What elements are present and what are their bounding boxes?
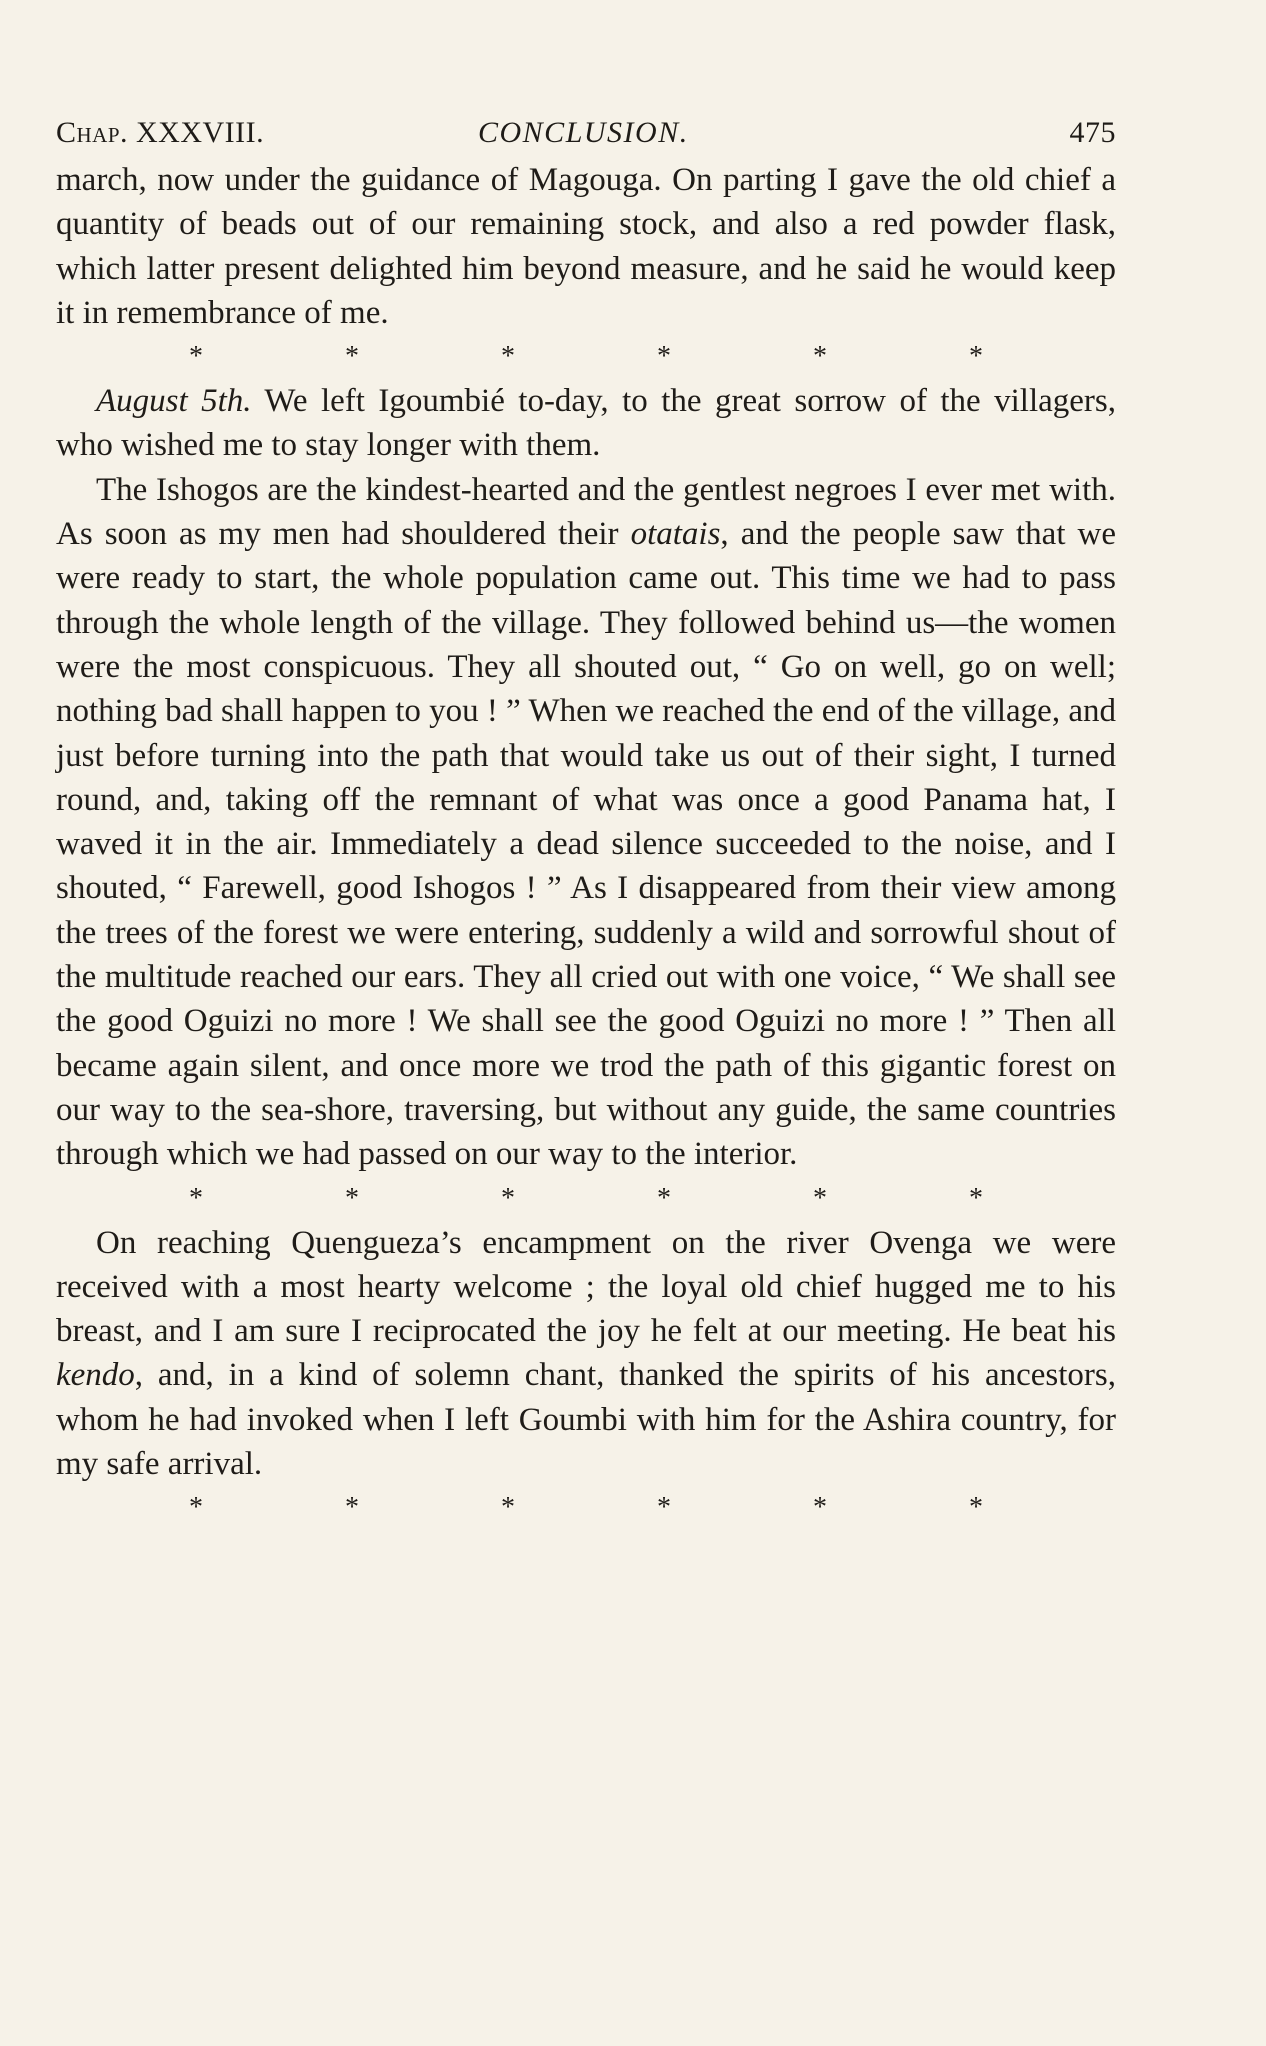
paragraph-2-text: We left Igoumbié to-day, to the great sorrow of the villagers, who wished me to stay longer with them. [56, 383, 1117, 464]
book-page [56, 110, 1116, 1530]
paragraph-3 [56, 468, 1116, 1177]
section-separator-1 [186, 335, 986, 379]
page-number: 475 [1069, 116, 1116, 149]
separator-star: * [657, 341, 671, 373]
separator-star: * [345, 1492, 359, 1524]
term-otatais: otatais [630, 516, 721, 553]
chapter-title: CONCLUSION. [478, 116, 689, 149]
paragraph-4 [56, 1221, 1116, 1487]
separator-star: * [189, 1182, 203, 1214]
separator-star: * [813, 341, 827, 373]
separator-star: * [969, 1182, 983, 1214]
chapter-label: Chap. XXXVIII. [56, 116, 265, 149]
paragraph-4-text-b: , and, in a kind of solemn chant, thanked the spirits of his ancestors, whom he had invoked when I left Goumbi with him for the Ashira country, for my safe arrival. [56, 1357, 1116, 1483]
separator-star: * [657, 1492, 671, 1524]
separator-star: * [189, 1492, 203, 1524]
separator-star: * [501, 1492, 515, 1524]
separator-star: * [345, 1182, 359, 1214]
separator-star: * [501, 341, 515, 373]
separator-star: * [345, 341, 359, 373]
term-kendo: kendo [56, 1357, 135, 1394]
entry-date: August 5th. [96, 383, 252, 420]
running-header [56, 110, 1116, 158]
paragraph-3-text-b: , and the people saw that we were ready to start, the whole population came out. This time we had to pass through the whole length of the village. They followed behind us—the women were the most conspicuous. They all shouted out, “ Go on well, go on well; nothing bad shall happen to you ! ” When we reached the end of the village, and just before turning into the path that would take us out of their sight, I turned round, and, taking off the remnant of what was once a good Panama hat, I waved it in the air. Immediately a dead silence succeeded to the noise, and I shouted, “ Farewell, good Ishogos ! ” As I disappeared from their view among the trees of the forest we were entering, suddenly a wild and sorrowful shout of the multitude reached our ears. They all cried out with one voice, “ We shall see the good Oguizi no more ! We shall see the good Oguizi no more ! ” Then all became again silent, and once more we trod the path of this gigantic forest on our way to the sea-shore, traversing, but without any guide, the same countries through which we had passed on our way to the interior. [56, 516, 1116, 1173]
separator-star: * [813, 1182, 827, 1214]
separator-star: * [501, 1182, 515, 1214]
separator-star: * [813, 1492, 827, 1524]
paragraph-1 [56, 158, 1116, 335]
paragraph-2 [56, 379, 1116, 468]
section-separator-3 [186, 1486, 986, 1530]
paragraph-4-text-a: On reaching Quengueza’s encampment on the river Ovenga we were received with a most hearty welcome ; the loyal old chief hugged me to his breast, and I am sure I reciprocated the joy he felt at our meeting. He beat his [56, 1224, 1116, 1350]
paragraph-1-text: march, now under the guidance of Magouga. On parting I gave the old chief a quantity of beads out of our remaining stock, and also a red powder flask, which latter present delighted him beyond measure, and he said he would keep it in remembrance of me. [56, 162, 1116, 331]
separator-star: * [657, 1182, 671, 1214]
section-separator-2 [186, 1177, 986, 1221]
separator-star: * [969, 341, 983, 373]
separator-star: * [189, 341, 203, 373]
separator-star: * [969, 1492, 983, 1524]
paragraph-3-text-a: The Ishogos are the kindest-hearted and the gentlest negroes I ever met with. As soon as my men had shouldered their [56, 471, 1116, 553]
